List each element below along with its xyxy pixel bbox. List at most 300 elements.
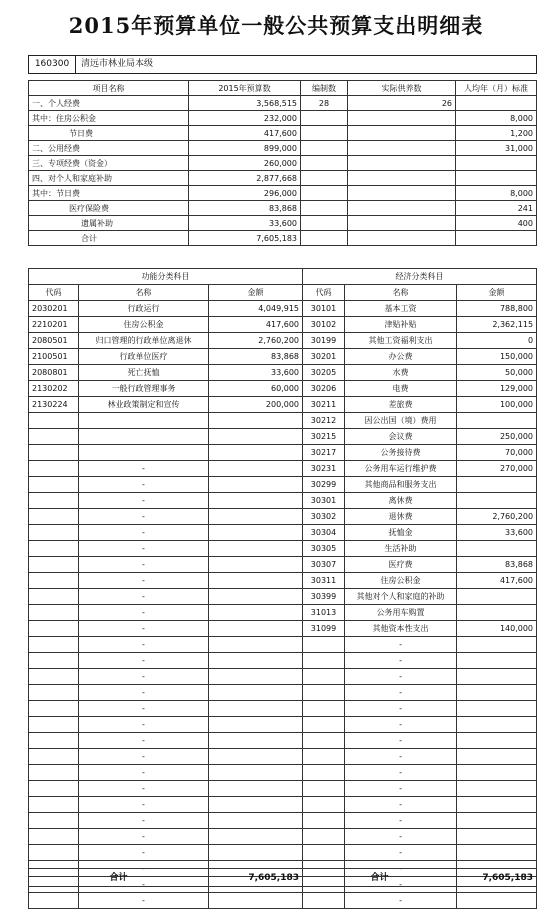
economic-name-empty: - xyxy=(345,845,457,861)
functional-name: 行政单位医疗 xyxy=(79,349,209,365)
economic-amount: 0 xyxy=(457,333,537,349)
summary-item-name: 其中：住房公积金 xyxy=(29,111,189,126)
economic-code-empty xyxy=(303,845,345,861)
summary-header-cell: 人均年（月）标准 xyxy=(456,81,537,96)
detail-row xyxy=(29,493,537,509)
functional-name-empty: - xyxy=(79,685,209,701)
economic-code: 30102 xyxy=(303,317,345,333)
economic-amount-empty xyxy=(457,845,537,861)
economic-name-empty: - xyxy=(345,637,457,653)
summary-budget: 7,605,183 xyxy=(189,231,301,246)
summary-header-cell: 项目名称 xyxy=(29,81,189,96)
economic-code: 30212 xyxy=(303,413,345,429)
summary-budget: 83,868 xyxy=(189,201,301,216)
functional-amount-empty xyxy=(209,701,303,717)
functional-amount-empty xyxy=(209,557,303,573)
unit-box xyxy=(28,55,537,74)
economic-name-empty: - xyxy=(345,829,457,845)
functional-code-empty xyxy=(29,669,79,685)
functional-code-empty xyxy=(29,813,79,829)
functional-code-empty xyxy=(29,493,79,509)
economic-name-empty: - xyxy=(345,749,457,765)
functional-amount-empty xyxy=(209,653,303,669)
summary-budget: 232,000 xyxy=(189,111,301,126)
economic-amount xyxy=(457,541,537,557)
functional-name-empty: - xyxy=(79,461,209,477)
economic-code: 30299 xyxy=(303,477,345,493)
economic-amount-empty xyxy=(457,813,537,829)
functional-col-header: 代码 xyxy=(29,285,79,301)
functional-code-empty xyxy=(29,717,79,733)
economic-name-empty: - xyxy=(345,669,457,685)
economic-col-header: 金额 xyxy=(457,285,537,301)
functional-amount-empty xyxy=(209,749,303,765)
functional-amount-empty xyxy=(209,893,303,909)
functional-code-empty xyxy=(29,589,79,605)
left-total-value: 7,605,183 xyxy=(209,869,303,887)
economic-code: 30215 xyxy=(303,429,345,445)
economic-amount: 50,000 xyxy=(457,365,537,381)
section-title-row xyxy=(29,269,537,285)
functional-code-empty xyxy=(29,477,79,493)
summary-budget: 2,877,668 xyxy=(189,171,301,186)
functional-name-empty: - xyxy=(79,749,209,765)
detail-row xyxy=(29,781,537,797)
detail-row xyxy=(29,333,537,349)
functional-name-empty: - xyxy=(79,813,209,829)
functional-name-empty: - xyxy=(79,829,209,845)
economic-amount: 70,000 xyxy=(457,445,537,461)
detail-row xyxy=(29,317,537,333)
functional-code: 2080801 xyxy=(29,365,79,381)
economic-code: 31013 xyxy=(303,605,345,621)
economic-amount: 2,362,115 xyxy=(457,317,537,333)
summary-standard: 400 xyxy=(456,216,537,231)
functional-amount: 83,868 xyxy=(209,349,303,365)
functional-code-empty xyxy=(29,461,79,477)
functional-name-empty: - xyxy=(79,621,209,637)
detail-row xyxy=(29,845,537,861)
summary-standard: 31,000 xyxy=(456,141,537,156)
page-title: 2015年预算单位一般公共预算支出明细表 xyxy=(68,13,484,38)
economic-code: 30307 xyxy=(303,557,345,573)
economic-code-empty xyxy=(303,669,345,685)
functional-code-empty xyxy=(29,413,79,429)
economic-amount xyxy=(457,413,537,429)
detail-row xyxy=(29,701,537,717)
detail-row xyxy=(29,717,537,733)
economic-name: 生活补助 xyxy=(345,541,457,557)
functional-code-empty xyxy=(29,893,79,909)
economic-name: 会议费 xyxy=(345,429,457,445)
functional-section-title: 功能分类科目 xyxy=(29,269,303,285)
summary-actual xyxy=(348,156,456,171)
summary-row xyxy=(29,156,537,171)
functional-name-empty: - xyxy=(79,797,209,813)
economic-name-empty: - xyxy=(345,765,457,781)
detail-row xyxy=(29,605,537,621)
detail-row xyxy=(29,573,537,589)
functional-code-empty xyxy=(29,541,79,557)
functional-amount-empty xyxy=(209,685,303,701)
economic-amount: 150,000 xyxy=(457,349,537,365)
economic-name: 其他对个人和家庭的补助 xyxy=(345,589,457,605)
functional-name-empty: - xyxy=(79,717,209,733)
functional-code-empty xyxy=(29,429,79,445)
economic-name-empty: - xyxy=(345,685,457,701)
summary-header-cell: 实际供养数 xyxy=(348,81,456,96)
functional-name-empty: - xyxy=(79,733,209,749)
summary-item-name: 节日费 xyxy=(29,126,189,141)
summary-staff xyxy=(301,201,348,216)
functional-name-empty: - xyxy=(79,765,209,781)
functional-amount: 2,760,200 xyxy=(209,333,303,349)
totals-table xyxy=(28,868,537,887)
detail-row xyxy=(29,589,537,605)
economic-amount-empty xyxy=(457,717,537,733)
functional-amount-empty xyxy=(209,797,303,813)
functional-name-empty: - xyxy=(79,653,209,669)
economic-name: 电费 xyxy=(345,381,457,397)
functional-amount: 33,600 xyxy=(209,365,303,381)
detail-row xyxy=(29,477,537,493)
economic-code-empty xyxy=(303,765,345,781)
economic-code-empty xyxy=(303,637,345,653)
functional-code: 2130202 xyxy=(29,381,79,397)
economic-code-empty xyxy=(303,717,345,733)
functional-name-empty: - xyxy=(79,845,209,861)
economic-name: 公务用车运行维护费 xyxy=(345,461,457,477)
summary-item-name: 二、公用经费 xyxy=(29,141,189,156)
economic-code-empty xyxy=(303,893,345,909)
economic-amount-empty xyxy=(457,685,537,701)
functional-amount-empty xyxy=(209,541,303,557)
functional-amount-empty xyxy=(209,461,303,477)
detail-row xyxy=(29,621,537,637)
functional-code-empty xyxy=(29,829,79,845)
summary-standard xyxy=(456,156,537,171)
summary-standard: 241 xyxy=(456,201,537,216)
functional-code-empty xyxy=(29,621,79,637)
summary-staff xyxy=(301,171,348,186)
functional-code-empty xyxy=(29,509,79,525)
functional-name-empty: - xyxy=(79,669,209,685)
functional-amount: 60,000 xyxy=(209,381,303,397)
functional-amount-empty xyxy=(209,669,303,685)
totals-row xyxy=(29,869,537,887)
summary-actual xyxy=(348,171,456,186)
summary-staff xyxy=(301,156,348,171)
economic-name-empty: - xyxy=(345,717,457,733)
functional-name-empty xyxy=(79,445,209,461)
economic-name: 其他商品和服务支出 xyxy=(345,477,457,493)
economic-name: 水费 xyxy=(345,365,457,381)
functional-amount-empty xyxy=(209,813,303,829)
functional-name-empty: - xyxy=(79,557,209,573)
economic-col-header: 代码 xyxy=(303,285,345,301)
summary-actual xyxy=(348,186,456,201)
economic-code-empty xyxy=(303,749,345,765)
economic-code: 30304 xyxy=(303,525,345,541)
functional-name-empty: - xyxy=(79,637,209,653)
functional-code-empty xyxy=(29,573,79,589)
functional-name-empty: - xyxy=(79,781,209,797)
right-total-label: 合计 xyxy=(303,869,457,887)
summary-actual xyxy=(348,141,456,156)
summary-budget: 296,000 xyxy=(189,186,301,201)
economic-amount-empty xyxy=(457,765,537,781)
functional-code: 2080501 xyxy=(29,333,79,349)
economic-name: 离休费 xyxy=(345,493,457,509)
economic-name: 公务用车购置 xyxy=(345,605,457,621)
summary-item-name: 医疗保险费 xyxy=(29,201,189,216)
economic-amount: 129,000 xyxy=(457,381,537,397)
functional-name-empty: - xyxy=(79,541,209,557)
summary-row xyxy=(29,111,537,126)
functional-code-empty xyxy=(29,653,79,669)
summary-staff xyxy=(301,111,348,126)
functional-code-empty xyxy=(29,749,79,765)
detail-row xyxy=(29,429,537,445)
functional-amount-empty xyxy=(209,429,303,445)
functional-name: 一般行政管理事务 xyxy=(79,381,209,397)
detail-row xyxy=(29,413,537,429)
summary-table xyxy=(28,80,537,246)
functional-name-empty: - xyxy=(79,589,209,605)
economic-name-empty: - xyxy=(345,781,457,797)
functional-code: 2210201 xyxy=(29,317,79,333)
economic-name: 公务接待费 xyxy=(345,445,457,461)
economic-name-empty: - xyxy=(345,701,457,717)
functional-amount-empty xyxy=(209,829,303,845)
economic-amount: 250,000 xyxy=(457,429,537,445)
functional-code-empty xyxy=(29,733,79,749)
functional-amount-empty xyxy=(209,765,303,781)
summary-budget: 417,600 xyxy=(189,126,301,141)
economic-name-empty: - xyxy=(345,877,457,893)
functional-col-header: 名称 xyxy=(79,285,209,301)
summary-staff: 28 xyxy=(301,96,348,111)
economic-amount-empty xyxy=(457,797,537,813)
summary-standard xyxy=(456,171,537,186)
economic-code-empty xyxy=(303,781,345,797)
functional-amount-empty xyxy=(209,637,303,653)
functional-name-empty xyxy=(79,413,209,429)
economic-code: 30205 xyxy=(303,365,345,381)
functional-amount-empty xyxy=(209,717,303,733)
summary-budget: 899,000 xyxy=(189,141,301,156)
economic-code-empty xyxy=(303,813,345,829)
functional-col-header: 金额 xyxy=(209,285,303,301)
summary-staff xyxy=(301,141,348,156)
economic-name: 医疗费 xyxy=(345,557,457,573)
economic-amount: 788,800 xyxy=(457,301,537,317)
economic-name: 退休费 xyxy=(345,509,457,525)
summary-actual xyxy=(348,231,456,246)
economic-amount xyxy=(457,605,537,621)
left-total-label: 合计 xyxy=(29,869,209,887)
summary-standard: 8,000 xyxy=(456,186,537,201)
economic-code-empty xyxy=(303,733,345,749)
summary-actual: 26 xyxy=(348,96,456,111)
detail-row xyxy=(29,733,537,749)
detail-row xyxy=(29,653,537,669)
unit-name: 清远市林业局本级 xyxy=(81,59,154,69)
economic-col-header: 名称 xyxy=(345,285,457,301)
economic-amount: 33,600 xyxy=(457,525,537,541)
summary-standard xyxy=(456,96,537,111)
summary-row xyxy=(29,186,537,201)
right-total-value: 7,605,183 xyxy=(457,869,537,887)
functional-amount-empty xyxy=(209,621,303,637)
economic-amount-empty xyxy=(457,669,537,685)
summary-item-name: 一、个人经费 xyxy=(29,96,189,111)
functional-code-empty xyxy=(29,445,79,461)
detail-row xyxy=(29,541,537,557)
summary-header-cell: 编制数 xyxy=(301,81,348,96)
economic-code-empty xyxy=(303,685,345,701)
functional-amount-empty xyxy=(209,589,303,605)
detail-row xyxy=(29,765,537,781)
detail-table xyxy=(28,268,537,909)
detail-row xyxy=(29,829,537,845)
detail-row xyxy=(29,301,537,317)
functional-name: 死亡抚恤 xyxy=(79,365,209,381)
summary-budget: 3,568,515 xyxy=(189,96,301,111)
economic-name: 差旅费 xyxy=(345,397,457,413)
summary-staff xyxy=(301,186,348,201)
summary-row xyxy=(29,171,537,186)
functional-name: 归口管理的行政单位离退休 xyxy=(79,333,209,349)
economic-name: 其他资本性支出 xyxy=(345,621,457,637)
detail-row xyxy=(29,381,537,397)
summary-standard: 1,200 xyxy=(456,126,537,141)
functional-code-empty xyxy=(29,845,79,861)
economic-name-empty: - xyxy=(345,733,457,749)
functional-code-empty xyxy=(29,637,79,653)
summary-staff xyxy=(301,126,348,141)
economic-amount-empty xyxy=(457,653,537,669)
summary-item-name: 遗属补助 xyxy=(29,216,189,231)
functional-amount-empty xyxy=(209,477,303,493)
functional-amount: 200,000 xyxy=(209,397,303,413)
functional-amount-empty xyxy=(209,525,303,541)
functional-code-empty xyxy=(29,685,79,701)
functional-amount: 4,049,915 xyxy=(209,301,303,317)
economic-code-empty xyxy=(303,829,345,845)
economic-code: 30399 xyxy=(303,589,345,605)
detail-row xyxy=(29,349,537,365)
economic-amount-empty xyxy=(457,749,537,765)
functional-name-empty: - xyxy=(79,477,209,493)
functional-name-empty: - xyxy=(79,877,209,893)
economic-name-empty: - xyxy=(345,861,457,877)
economic-amount xyxy=(457,589,537,605)
economic-code-empty xyxy=(303,653,345,669)
economic-amount-empty xyxy=(457,893,537,909)
economic-amount: 83,868 xyxy=(457,557,537,573)
economic-name: 办公费 xyxy=(345,349,457,365)
functional-amount-empty xyxy=(209,445,303,461)
functional-code-empty xyxy=(29,797,79,813)
economic-amount-empty xyxy=(457,701,537,717)
functional-amount-empty xyxy=(209,573,303,589)
functional-code-empty xyxy=(29,605,79,621)
detail-row xyxy=(29,397,537,413)
functional-code: 2100501 xyxy=(29,349,79,365)
economic-amount-empty xyxy=(457,781,537,797)
unit-code: 160300 xyxy=(29,56,76,73)
functional-name-empty: - xyxy=(79,893,209,909)
economic-code: 30101 xyxy=(303,301,345,317)
functional-code-empty xyxy=(29,781,79,797)
summary-header-cell: 2015年预算数 xyxy=(189,81,301,96)
functional-amount-empty xyxy=(209,605,303,621)
functional-name: 林业政策制定和宣传 xyxy=(79,397,209,413)
detail-row xyxy=(29,749,537,765)
summary-standard: 8,000 xyxy=(456,111,537,126)
functional-amount-empty xyxy=(209,413,303,429)
economic-amount-empty xyxy=(457,733,537,749)
functional-amount-empty xyxy=(209,509,303,525)
functional-name: 住房公积金 xyxy=(79,317,209,333)
functional-code: 2130224 xyxy=(29,397,79,413)
economic-name-empty: - xyxy=(345,893,457,909)
functional-name-empty xyxy=(79,429,209,445)
summary-item-name: 三、专项经费（资金） xyxy=(29,156,189,171)
economic-code: 30199 xyxy=(303,333,345,349)
economic-amount: 100,000 xyxy=(457,397,537,413)
detail-row xyxy=(29,557,537,573)
economic-code: 30206 xyxy=(303,381,345,397)
detail-row xyxy=(29,669,537,685)
summary-row xyxy=(29,126,537,141)
summary-actual xyxy=(348,201,456,216)
summary-standard xyxy=(456,231,537,246)
detail-row xyxy=(29,637,537,653)
economic-code: 30231 xyxy=(303,461,345,477)
functional-code-empty xyxy=(29,701,79,717)
summary-staff xyxy=(301,216,348,231)
functional-name-empty: - xyxy=(79,861,209,877)
summary-row xyxy=(29,141,537,156)
detail-row xyxy=(29,461,537,477)
functional-code-empty xyxy=(29,525,79,541)
economic-code: 30305 xyxy=(303,541,345,557)
economic-section-title: 经济分类科目 xyxy=(303,269,537,285)
economic-code: 30301 xyxy=(303,493,345,509)
summary-budget: 260,000 xyxy=(189,156,301,171)
economic-code-empty xyxy=(303,701,345,717)
economic-code: 30302 xyxy=(303,509,345,525)
economic-amount: 417,600 xyxy=(457,573,537,589)
economic-code: 31099 xyxy=(303,621,345,637)
economic-name: 基本工资 xyxy=(345,301,457,317)
economic-amount-empty xyxy=(457,637,537,653)
functional-name-empty: - xyxy=(79,493,209,509)
economic-name-empty: - xyxy=(345,653,457,669)
detail-row xyxy=(29,685,537,701)
summary-actual xyxy=(348,111,456,126)
economic-code: 30201 xyxy=(303,349,345,365)
economic-name: 因公出国（境）费用 xyxy=(345,413,457,429)
economic-code: 30311 xyxy=(303,573,345,589)
summary-item-name: 四、对个人和家庭补助 xyxy=(29,171,189,186)
economic-code: 30211 xyxy=(303,397,345,413)
summary-header-row xyxy=(29,81,537,96)
detail-row xyxy=(29,797,537,813)
economic-name: 住房公积金 xyxy=(345,573,457,589)
